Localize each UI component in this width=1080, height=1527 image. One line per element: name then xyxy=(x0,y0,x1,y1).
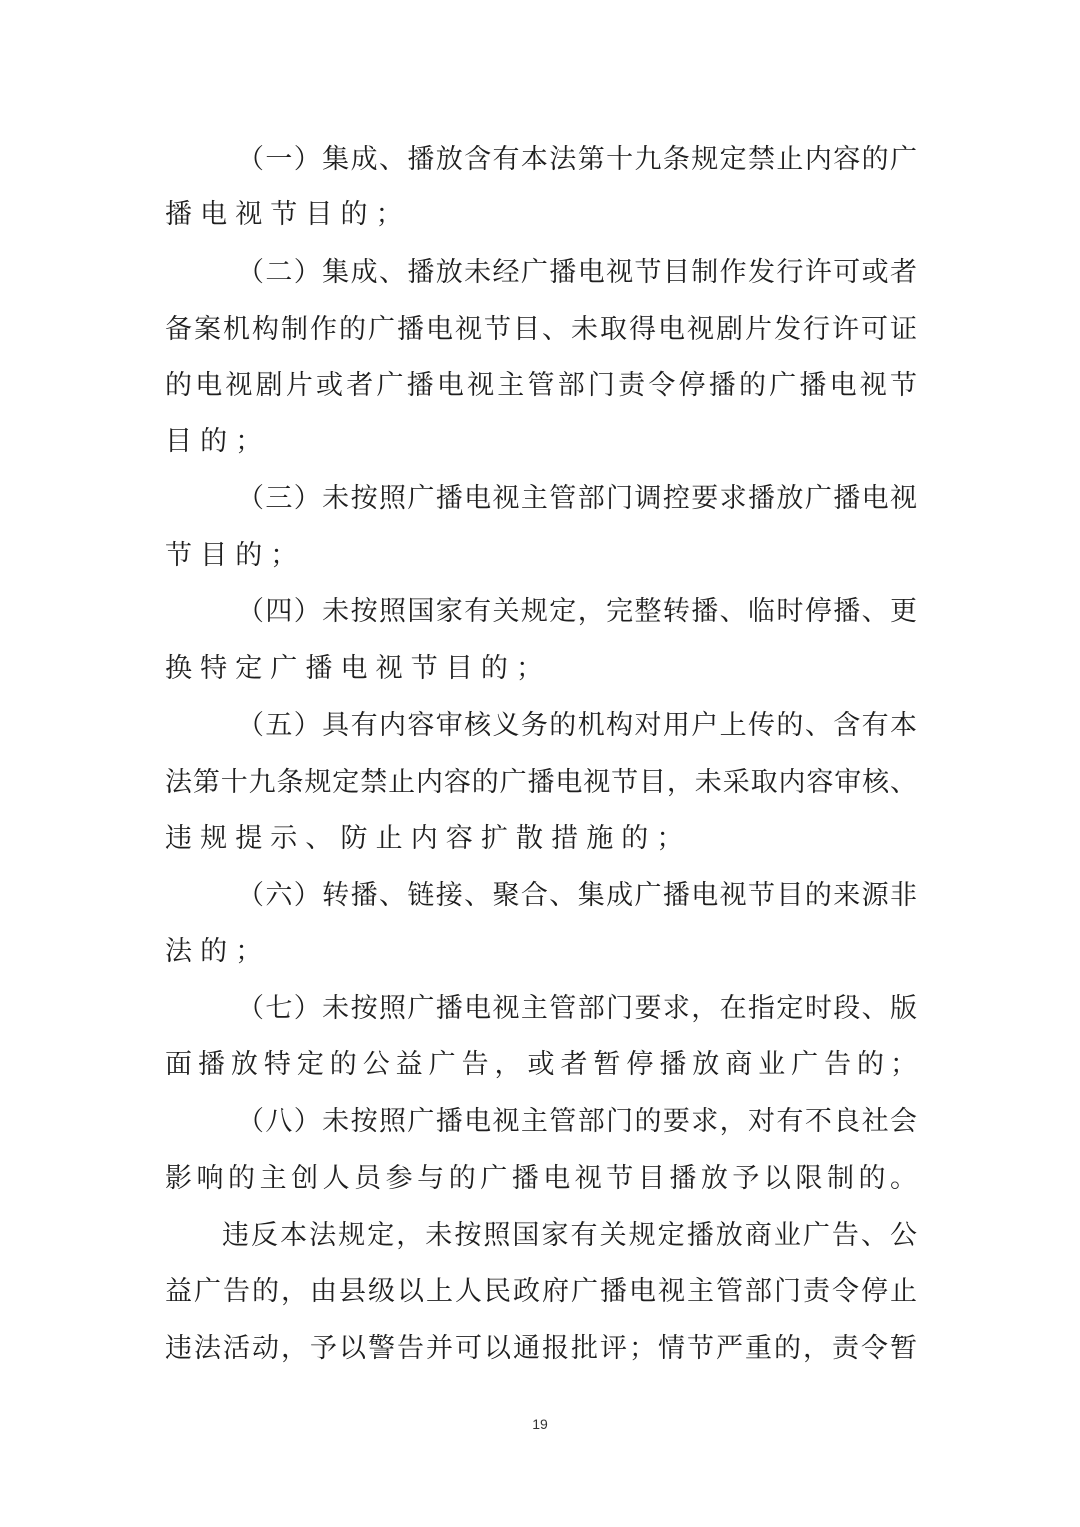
item-2-line-4: 目的； xyxy=(165,426,271,457)
item-6-line-1: （六）转播、链接、聚合、集成广播电视节目的来源非 xyxy=(237,880,917,911)
item-2-line-1: （二）集成、播放未经广播电视节目制作发行许可或者 xyxy=(237,257,917,288)
paragraph-line-1: 违反本法规定，未按照国家有关规定播放商业广告、公 xyxy=(222,1220,917,1251)
page-number: 19 xyxy=(532,1416,548,1432)
item-7-line-2: 面播放特定的公益广告，或者暂停播放商业广告的； xyxy=(165,1049,917,1080)
item-1-line-1: （一）集成、播放含有本法第十九条规定禁止内容的广 xyxy=(237,144,917,175)
item-6-line-2: 法的； xyxy=(165,936,271,967)
item-5-line-2: 法第十九条规定禁止内容的广播电视节目，未采取内容审核、 xyxy=(165,767,917,798)
item-4-line-2: 换特定广播电视节目的； xyxy=(165,653,552,684)
paragraph-line-3: 违法活动，予以警告并可以通报批评；情节严重的，责令暂 xyxy=(165,1333,917,1364)
item-7-line-1: （七）未按照广播电视主管部门要求，在指定时段、版 xyxy=(237,993,917,1024)
item-1-line-2: 播电视节目的； xyxy=(165,199,411,230)
item-8-line-1: （八）未按照广播电视主管部门的要求，对有不良社会 xyxy=(237,1106,917,1137)
item-3-line-2: 节目的； xyxy=(165,540,306,571)
item-5-line-3: 违规提示、防止内容扩散措施的； xyxy=(165,823,692,854)
item-5-line-1: （五）具有内容审核义务的机构对用户上传的、含有本 xyxy=(237,710,917,741)
paragraph-line-2: 益广告的，由县级以上人民政府广播电视主管部门责令停止 xyxy=(165,1276,917,1307)
item-4-line-1: （四）未按照国家有关规定，完整转播、临时停播、更 xyxy=(237,596,917,627)
item-8-line-2: 影响的主创人员参与的广播电视节目播放予以限制的。 xyxy=(165,1163,917,1194)
item-2-line-3: 的电视剧片或者广播电视主管部门责令停播的广播电视节 xyxy=(165,370,917,401)
item-2-line-2: 备案机构制作的广播电视节目、未取得电视剧片发行许可证 xyxy=(165,314,917,345)
item-3-line-1: （三）未按照广播电视主管部门调控要求播放广播电视 xyxy=(237,483,917,514)
